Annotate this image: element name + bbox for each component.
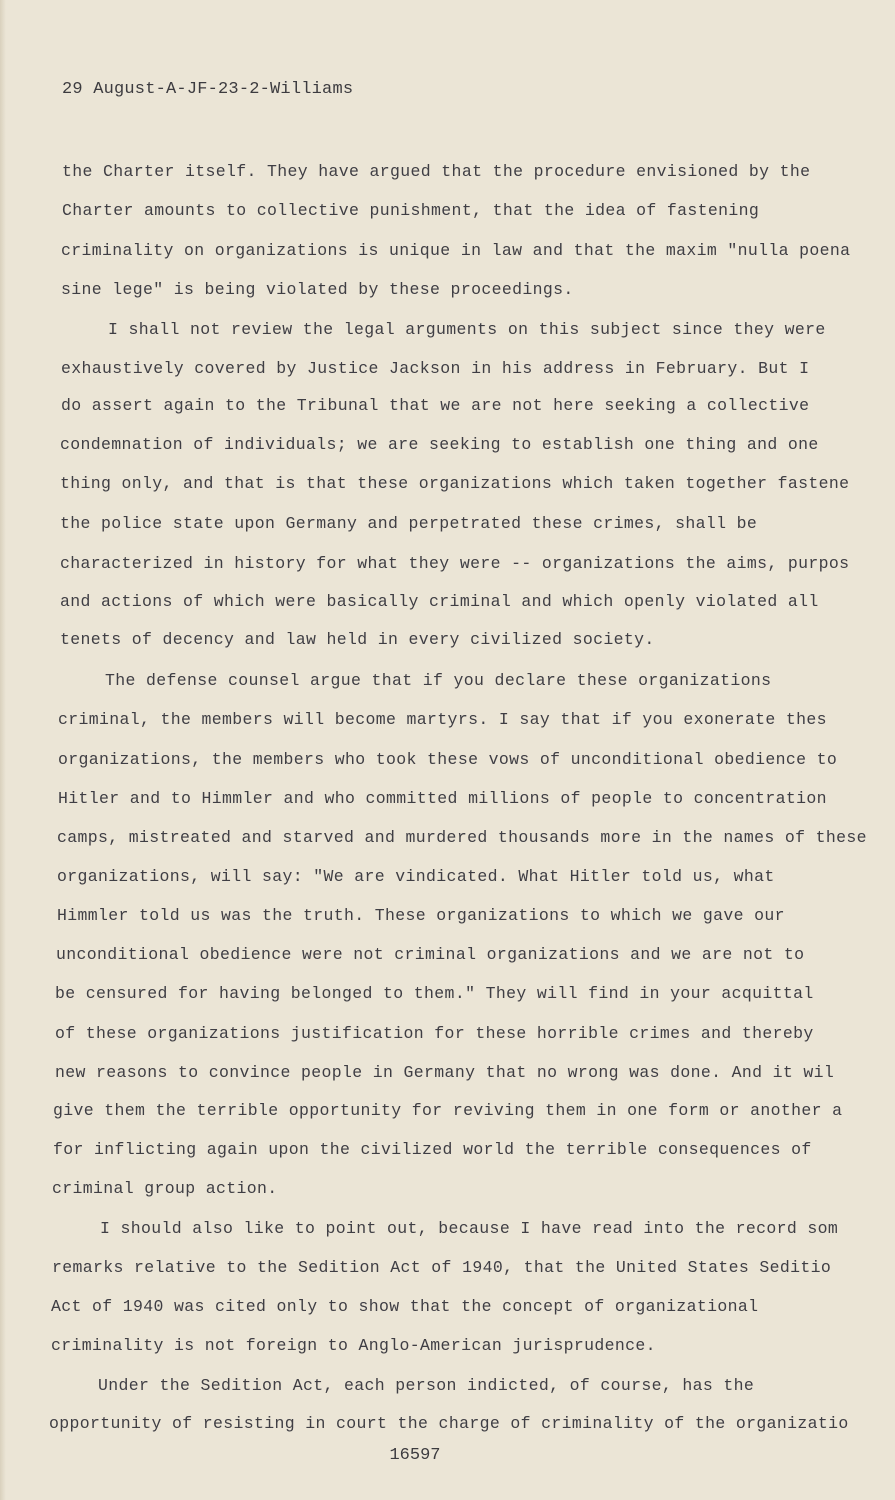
text-line: give them the terrible opportunity for reviving them in one form or another a: [53, 1101, 843, 1120]
text-line: I shall not review the legal arguments on this subject since they were: [108, 320, 826, 339]
text-line: new reasons to convince people in Germany that no wrong was done. And it wil: [55, 1063, 835, 1082]
text-line: criminal, the members will become martyrs. I say that if you exonerate thes: [58, 710, 827, 729]
text-line: I should also like to point out, because I have read into the record som: [100, 1219, 839, 1238]
text-line: The defense counsel argue that if you declare these organizations: [105, 671, 772, 690]
text-line: thing only, and that is that these organizations which taken together fastene: [60, 474, 850, 493]
text-line: organizations, the members who took these vows of unconditional obedience to: [58, 750, 838, 769]
text-line: organizations, will say: "We are vindicated. What Hitler told us, what: [57, 867, 775, 886]
text-line: Act of 1940 was cited only to show that the concept of organizational: [51, 1297, 759, 1316]
text-line: and actions of which were basically criminal and which openly violated all: [60, 592, 819, 611]
text-line: sine lege" is being violated by these proceedings.: [61, 280, 574, 299]
text-line: be censured for having belonged to them." They will find in your acquittal: [55, 984, 814, 1003]
text-line: for inflicting again upon the civilized world the terrible consequences of: [53, 1140, 812, 1159]
text-line: tenets of decency and law held in every civilized society.: [60, 630, 655, 649]
text-line: do assert again to the Tribunal that we are not here seeking a collective: [61, 396, 810, 415]
text-line: camps, mistreated and starved and murdered thousands more in the names of these: [57, 828, 867, 847]
text-line: Under the Sedition Act, each person indicted, of course, has the: [98, 1376, 755, 1395]
text-line: Charter amounts to collective punishment, that the idea of fastening: [62, 201, 760, 220]
text-line: condemnation of individuals; we are seeking to establish one thing and one: [60, 435, 819, 454]
text-line: Hitler and to Himmler and who committed millions of people to concentration: [58, 789, 827, 808]
text-line: exhaustively covered by Justice Jackson in his address in February. But I: [61, 359, 810, 378]
text-line: the police state upon Germany and perpetrated these crimes, shall be: [60, 514, 758, 533]
text-line: remarks relative to the Sedition Act of 1940, that the United States Seditio: [52, 1258, 832, 1277]
text-line: opportunity of resisting in court the charge of criminality of the organizatio: [49, 1414, 849, 1433]
document-header: 29 August-A-JF-23-2-Williams: [62, 80, 354, 99]
text-line: criminality is not foreign to Anglo-American jurisprudence.: [51, 1336, 656, 1355]
text-line: the Charter itself. They have argued that the procedure envisioned by the: [62, 162, 811, 181]
page-number: 16597: [389, 1446, 441, 1465]
text-line: of these organizations justification for these horrible crimes and thereby: [55, 1024, 814, 1043]
text-line: criminal group action.: [52, 1179, 278, 1198]
text-line: criminality on organizations is unique in law and that the maxim "nulla poena: [61, 241, 851, 260]
text-line: unconditional obedience were not criminal organizations and we are not to: [56, 945, 805, 964]
text-line: Himmler told us was the truth. These organizations to which we gave our: [57, 906, 785, 925]
text-line: characterized in history for what they were -- organizations the aims, purpos: [60, 554, 850, 573]
